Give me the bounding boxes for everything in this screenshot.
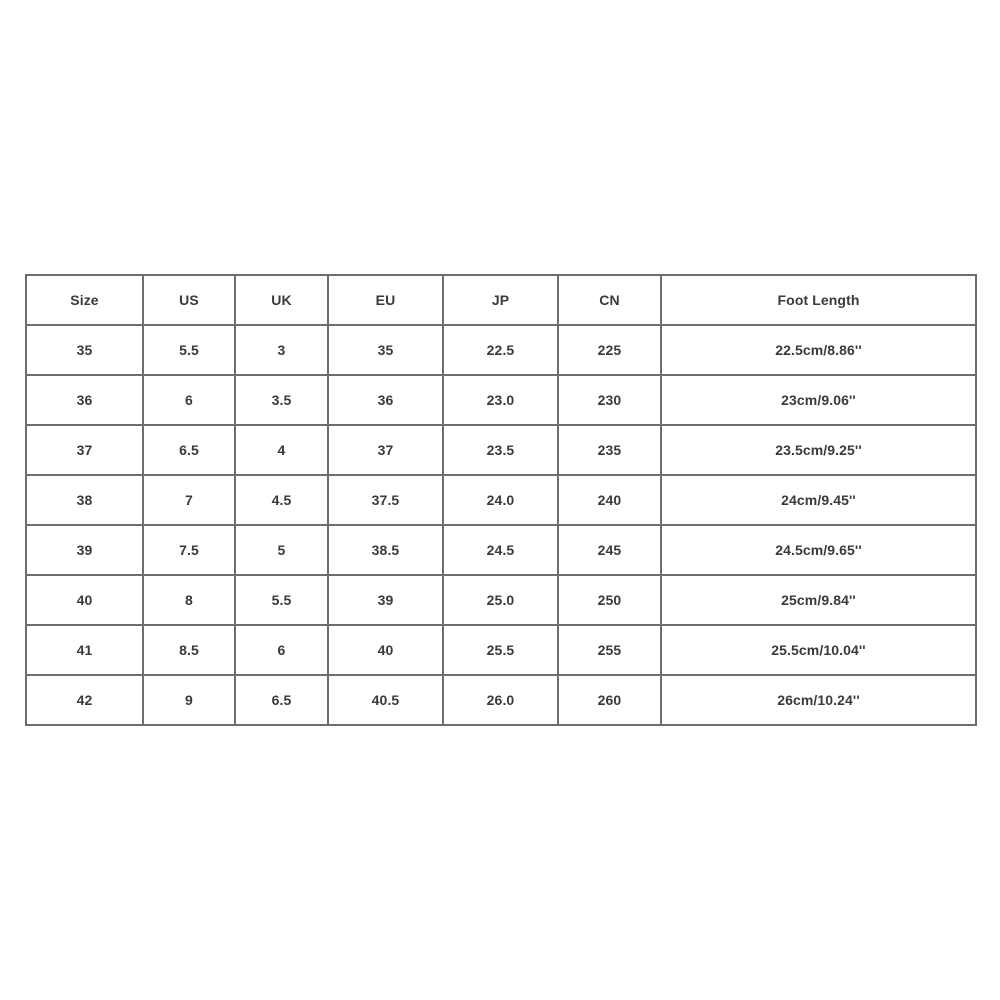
cell-jp: 23.5	[443, 425, 558, 475]
cell-us: 8	[143, 575, 235, 625]
header-row	[26, 275, 976, 325]
cell-size: 40	[26, 575, 143, 625]
cell-size: 38	[26, 475, 143, 525]
table-row	[26, 625, 976, 675]
header-eu: EU	[328, 275, 443, 325]
cell-cn: 260	[558, 675, 661, 725]
cell-foot-length: 24cm/9.45''	[661, 475, 976, 525]
table-row	[26, 425, 976, 475]
cell-eu: 40	[328, 625, 443, 675]
cell-eu: 40.5	[328, 675, 443, 725]
cell-us: 7	[143, 475, 235, 525]
table-row	[26, 525, 976, 575]
table-row	[26, 325, 976, 375]
cell-foot-length: 23cm/9.06''	[661, 375, 976, 425]
cell-us: 5.5	[143, 325, 235, 375]
cell-uk: 4	[235, 425, 328, 475]
cell-eu: 37.5	[328, 475, 443, 525]
table-row	[26, 375, 976, 425]
header-us: US	[143, 275, 235, 325]
cell-cn: 250	[558, 575, 661, 625]
cell-foot-length: 22.5cm/8.86''	[661, 325, 976, 375]
cell-uk: 3	[235, 325, 328, 375]
cell-uk: 5	[235, 525, 328, 575]
cell-jp: 22.5	[443, 325, 558, 375]
header-foot-length: Foot Length	[661, 275, 976, 325]
table-row	[26, 675, 976, 725]
cell-size: 39	[26, 525, 143, 575]
cell-foot-length: 25.5cm/10.04''	[661, 625, 976, 675]
cell-eu: 38.5	[328, 525, 443, 575]
cell-jp: 26.0	[443, 675, 558, 725]
cell-eu: 37	[328, 425, 443, 475]
header-uk: UK	[235, 275, 328, 325]
size-chart-table	[25, 274, 977, 726]
table-row	[26, 475, 976, 525]
cell-us: 9	[143, 675, 235, 725]
cell-cn: 245	[558, 525, 661, 575]
cell-size: 36	[26, 375, 143, 425]
cell-cn: 230	[558, 375, 661, 425]
cell-jp: 24.0	[443, 475, 558, 525]
cell-cn: 225	[558, 325, 661, 375]
cell-foot-length: 25cm/9.84''	[661, 575, 976, 625]
cell-us: 7.5	[143, 525, 235, 575]
header-jp: JP	[443, 275, 558, 325]
cell-us: 6.5	[143, 425, 235, 475]
cell-uk: 3.5	[235, 375, 328, 425]
cell-cn: 235	[558, 425, 661, 475]
header-size: Size	[26, 275, 143, 325]
cell-size: 35	[26, 325, 143, 375]
cell-eu: 36	[328, 375, 443, 425]
cell-size: 37	[26, 425, 143, 475]
cell-us: 6	[143, 375, 235, 425]
cell-size: 41	[26, 625, 143, 675]
cell-eu: 35	[328, 325, 443, 375]
cell-uk: 5.5	[235, 575, 328, 625]
cell-uk: 6	[235, 625, 328, 675]
cell-foot-length: 23.5cm/9.25''	[661, 425, 976, 475]
cell-jp: 23.0	[443, 375, 558, 425]
cell-foot-length: 26cm/10.24''	[661, 675, 976, 725]
cell-uk: 4.5	[235, 475, 328, 525]
table-row	[26, 575, 976, 625]
cell-eu: 39	[328, 575, 443, 625]
header-cn: CN	[558, 275, 661, 325]
cell-foot-length: 24.5cm/9.65''	[661, 525, 976, 575]
cell-jp: 25.0	[443, 575, 558, 625]
cell-us: 8.5	[143, 625, 235, 675]
cell-jp: 25.5	[443, 625, 558, 675]
cell-cn: 255	[558, 625, 661, 675]
cell-size: 42	[26, 675, 143, 725]
cell-uk: 6.5	[235, 675, 328, 725]
cell-cn: 240	[558, 475, 661, 525]
cell-jp: 24.5	[443, 525, 558, 575]
